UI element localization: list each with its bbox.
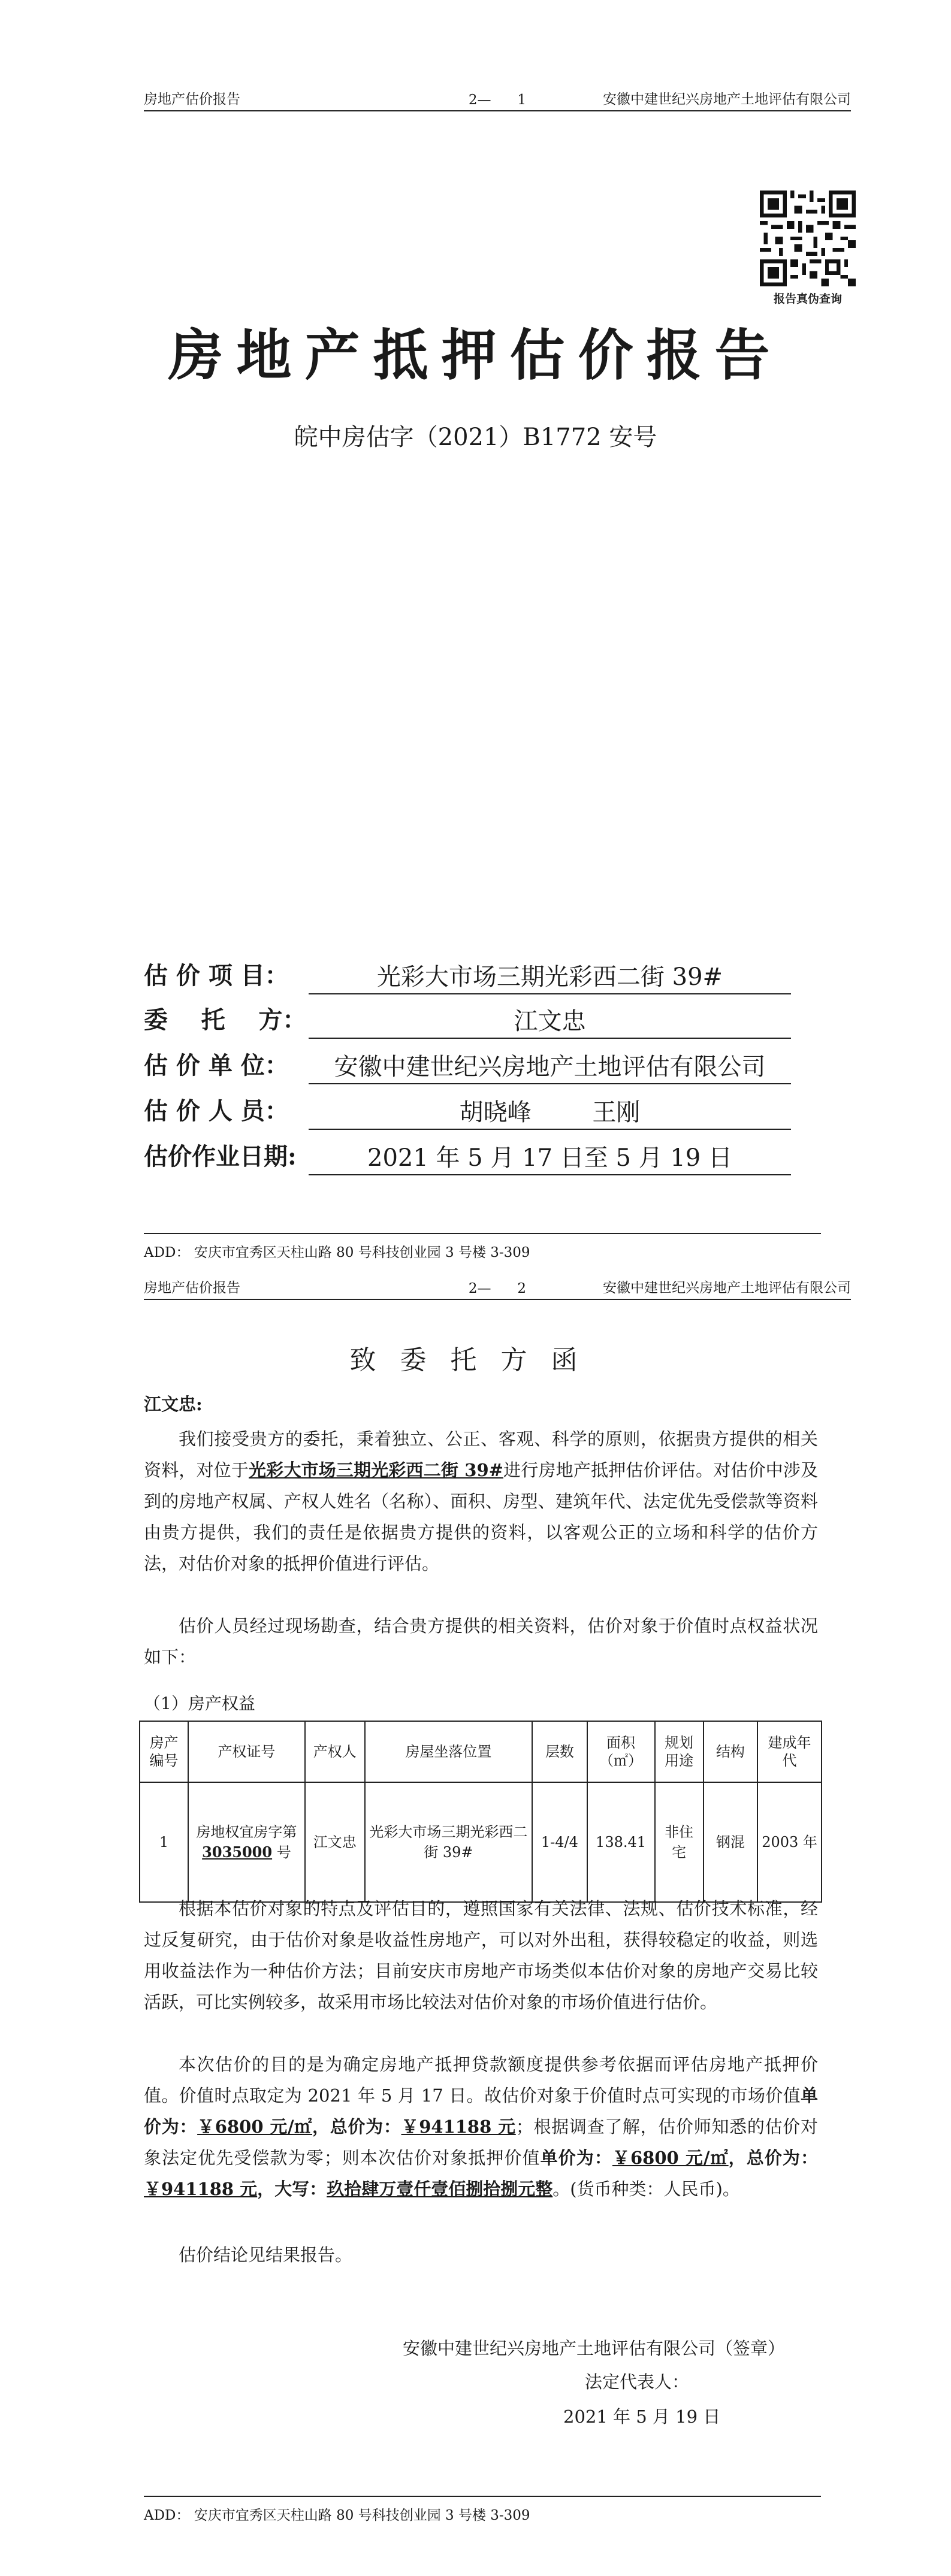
document-number: 皖中房估字（2021）B1772 安号 bbox=[294, 424, 657, 451]
field-value: 胡晓峰 王刚 bbox=[459, 1099, 641, 1126]
header-rule bbox=[144, 1299, 851, 1300]
paragraph-text: 。(货币种类：人民币)。 bbox=[553, 2179, 740, 2199]
paragraph-text: 本次估价的目的是为确定房地产抵押贷款额度提供参考依据而评估房地产抵押价值。价值时点取定为 2021 年 5 月 17 日。故估价对象于价值时点可实现的市场价值 bbox=[144, 2054, 818, 2106]
header-report-name: 房地产估价报告 bbox=[144, 92, 240, 107]
field-underline bbox=[309, 1129, 791, 1130]
table-header-cell: 产权证号 bbox=[188, 1721, 305, 1782]
field-value: 2021 年 5 月 17 日至 5 月 19 日 bbox=[367, 1144, 732, 1172]
header-rule bbox=[144, 110, 851, 111]
table-header-cell: 面积（㎡） bbox=[587, 1721, 655, 1782]
paragraph-survey: 估价人员经过现场勘查，结合贵方提供的相关资料，估价对象于价值时点权益状况如下： bbox=[144, 1616, 818, 1667]
certificate-number: 3035000 bbox=[202, 1843, 273, 1861]
total-price-label: ，总价为： bbox=[312, 2117, 401, 2137]
signature-representative: 法定代表人： bbox=[585, 2372, 690, 2392]
mortgage-unit-price: ￥6800 元/㎡ bbox=[612, 2148, 729, 2168]
footer-address: ADD： 安庆市宜秀区天柱山路 80 号科技创业园 3 号楼 3-309 bbox=[144, 2508, 530, 2523]
field-label: 估 价 项 目： bbox=[144, 962, 289, 990]
table-header-cell: 层数 bbox=[532, 1721, 587, 1782]
header-page-number: 2— 1 bbox=[468, 92, 527, 108]
table-header-row bbox=[140, 1721, 822, 1782]
footer-rule bbox=[144, 1233, 821, 1234]
qr-code[interactable] bbox=[760, 191, 856, 286]
field-value: 安徽中建世纪兴房地产土地评估有限公司 bbox=[334, 1053, 766, 1081]
header-company: 安徽中建世纪兴房地产土地评估有限公司 bbox=[603, 1280, 851, 1296]
salutation: 江文忠: bbox=[144, 1394, 203, 1414]
field-underline bbox=[309, 1174, 791, 1175]
uppercase-label: ，大写： bbox=[257, 2179, 327, 2199]
unit-price-label: 单价为： bbox=[540, 2148, 612, 2168]
amount-in-words: 玖拾肆万壹仟壹佰捌拾捌元整 bbox=[327, 2179, 553, 2199]
table-row bbox=[140, 1782, 822, 1902]
table-header-cell: 建成年代 bbox=[757, 1721, 822, 1782]
table-header-cell: 结构 bbox=[704, 1721, 757, 1782]
page-header bbox=[144, 89, 851, 111]
paragraph-value bbox=[144, 2049, 818, 2205]
cell-year: 2003 年 bbox=[757, 1782, 822, 1902]
property-address: 光彩大市场三期光彩西二街 39# bbox=[249, 1460, 503, 1480]
mortgage-total-price: ￥941188 元 bbox=[144, 2179, 258, 2199]
paragraph-text: 我们接受贵方的委托，秉着独立、公正、客观、科学的原则，依据贵方提供的相关资料，对位于 bbox=[144, 1429, 818, 1480]
paragraph-method: 根据本估价对象的特点及评估目的，遵照国家有关法律、法规、估价技术标准，经过反复研究，由于估价对象是收益性房地产，可以对外出租，获得较稳定的收益，则选用收益法作为一种估价方法；目前安庆市房地产市场类似本估价对象的房地产交易比较活跃，可比实例较多，故采用市场比较法对估价对象的市场价值进行估价。 bbox=[144, 1898, 818, 2012]
table-header-cell: 房屋坐落位置 bbox=[365, 1721, 533, 1782]
cell-location: 光彩大市场三期光彩西二街 39# bbox=[365, 1782, 533, 1902]
footer-rule bbox=[144, 2496, 821, 2497]
footer-address: ADD： 安庆市宜秀区天柱山路 80 号科技创业园 3 号楼 3-309 bbox=[144, 1245, 530, 1260]
section-label: （1）房产权益 bbox=[144, 1694, 255, 1713]
cell-floors: 1-4/4 bbox=[532, 1782, 587, 1902]
paragraph-text: 进行房地产抵押估价评估。对估价中涉及到的房地产权属、产权人姓名（名称）、面积、房型、建筑年代、法定优先受偿款等资料由贵方提供，我们的责任是依据贵方提供的资料，以客观公正的立场和科学的估价方法，对估价对象的抵押价值进行评估。 bbox=[144, 1460, 818, 1574]
field-underline bbox=[309, 1038, 791, 1039]
unit-price-label: 单价为： bbox=[144, 2085, 818, 2137]
cell-use: 非住宅 bbox=[655, 1782, 704, 1902]
cell-certificate bbox=[188, 1782, 305, 1902]
report-title: 房地产抵押估价报告 bbox=[168, 323, 783, 388]
table-header-cell: 房产编号 bbox=[140, 1721, 188, 1782]
field-underline bbox=[309, 993, 791, 994]
header-report-name: 房地产估价报告 bbox=[144, 1280, 240, 1296]
field-value: 江文忠 bbox=[514, 1008, 586, 1035]
total-price-label: ，总价为： bbox=[728, 2148, 818, 2168]
field-label: 估价作业日期: bbox=[144, 1142, 297, 1171]
field-underline bbox=[309, 1083, 791, 1084]
field-label: 估 价 单 位： bbox=[144, 1051, 289, 1080]
qr-caption: 报告真伪查询 bbox=[773, 292, 842, 306]
table-header-cell: 规划用途 bbox=[655, 1721, 704, 1782]
cell-owner: 江文忠 bbox=[305, 1782, 365, 1902]
page-footer bbox=[144, 1233, 821, 1261]
field-value: 光彩大市场三期光彩西二街 39# bbox=[376, 963, 723, 991]
cell-text: 房地权宜房字第 bbox=[196, 1824, 297, 1840]
signature-company: 安徽中建世纪兴房地产土地评估有限公司（签章） bbox=[403, 2338, 786, 2359]
table-header-cell: 产权人 bbox=[305, 1721, 365, 1782]
page-header bbox=[144, 1277, 851, 1300]
paragraph-intro bbox=[144, 1423, 818, 1579]
paragraph-conclusion: 估价结论见结果报告。 bbox=[179, 2245, 353, 2265]
signature-date: 2021 年 5 月 19 日 bbox=[563, 2406, 721, 2427]
cell-area: 138.41 bbox=[587, 1782, 655, 1902]
letter-title: 致委托方函 bbox=[349, 1345, 602, 1375]
market-unit-price: ￥6800 元/㎡ bbox=[197, 2117, 313, 2137]
property-rights-table bbox=[139, 1721, 822, 1903]
cell-structure: 钢混 bbox=[704, 1782, 757, 1902]
paragraph-text: ；根据调查了解，估价师知悉的估价对象法定优先受偿款为零；则本次估价对象抵押价值 bbox=[144, 2117, 818, 2168]
field-label: 估 价 人 员： bbox=[144, 1097, 289, 1125]
page-footer bbox=[144, 2496, 821, 2524]
field-label: 委 托 方： bbox=[144, 1006, 307, 1034]
header-company: 安徽中建世纪兴房地产土地评估有限公司 bbox=[603, 92, 851, 107]
market-total-price: ￥941188 元 bbox=[401, 2117, 516, 2137]
cell-number: 1 bbox=[140, 1782, 188, 1902]
header-page-number: 2— 2 bbox=[468, 1281, 527, 1296]
cell-text: 号 bbox=[272, 1844, 291, 1861]
